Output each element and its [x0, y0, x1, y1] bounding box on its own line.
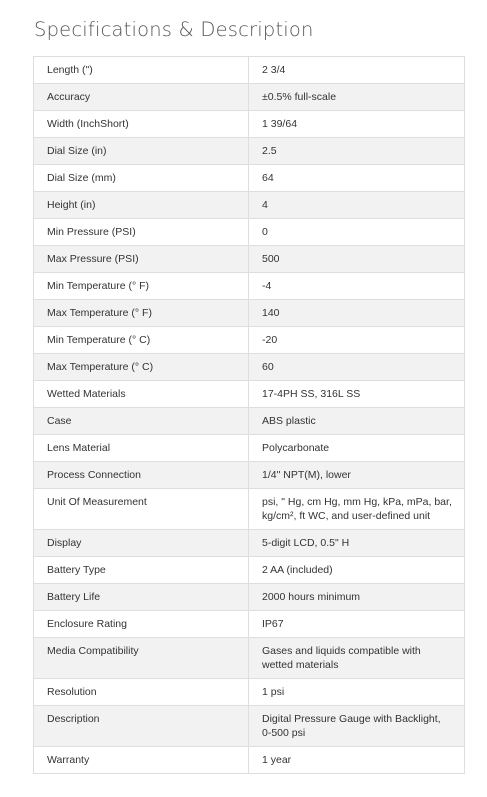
spec-value: 2 3/4 — [249, 57, 465, 84]
table-row — [34, 246, 465, 273]
spec-value: 1 psi — [249, 679, 465, 706]
spec-value: 2000 hours minimum — [249, 584, 465, 611]
spec-table — [33, 56, 465, 774]
table-row — [34, 165, 465, 192]
spec-value: -4 — [249, 273, 465, 300]
spec-label: Battery Life — [34, 584, 249, 611]
spec-value: 500 — [249, 246, 465, 273]
spec-label: Display — [34, 530, 249, 557]
spec-value: 4 — [249, 192, 465, 219]
spec-label: Min Temperature (° C) — [34, 327, 249, 354]
table-row — [34, 706, 465, 747]
table-row — [34, 462, 465, 489]
table-row — [34, 219, 465, 246]
spec-label: Battery Type — [34, 557, 249, 584]
spec-label: Max Pressure (PSI) — [34, 246, 249, 273]
spec-label: Accuracy — [34, 84, 249, 111]
spec-value: 1/4" NPT(M), lower — [249, 462, 465, 489]
spec-label: Case — [34, 408, 249, 435]
spec-value: ABS plastic — [249, 408, 465, 435]
spec-value: 5-digit LCD, 0.5" H — [249, 530, 465, 557]
spec-table-body — [34, 57, 465, 774]
spec-label: Height (in) — [34, 192, 249, 219]
table-row — [34, 584, 465, 611]
spec-label: Length (") — [34, 57, 249, 84]
table-row — [34, 638, 465, 679]
table-row — [34, 489, 465, 530]
table-row — [34, 557, 465, 584]
table-row — [34, 273, 465, 300]
spec-value: IP67 — [249, 611, 465, 638]
spec-value: Polycarbonate — [249, 435, 465, 462]
spec-label: Media Compatibility — [34, 638, 249, 679]
spec-value: 60 — [249, 354, 465, 381]
spec-value: 17-4PH SS, 316L SS — [249, 381, 465, 408]
spec-value: Digital Pressure Gauge with Backlight, 0-500 psi — [249, 706, 465, 747]
spec-label: Unit Of Measurement — [34, 489, 249, 530]
spec-label: Width (InchShort) — [34, 111, 249, 138]
spec-label: Dial Size (mm) — [34, 165, 249, 192]
table-row — [34, 327, 465, 354]
table-row — [34, 300, 465, 327]
table-row — [34, 530, 465, 557]
spec-value: 1 39/64 — [249, 111, 465, 138]
spec-label: Min Temperature (° F) — [34, 273, 249, 300]
table-row — [34, 408, 465, 435]
table-row — [34, 111, 465, 138]
table-row — [34, 679, 465, 706]
table-row — [34, 57, 465, 84]
table-row — [34, 611, 465, 638]
table-row — [34, 192, 465, 219]
spec-label: Resolution — [34, 679, 249, 706]
table-row — [34, 354, 465, 381]
spec-label: Max Temperature (° F) — [34, 300, 249, 327]
spec-value: 2 AA (included) — [249, 557, 465, 584]
table-row — [34, 84, 465, 111]
spec-value: -20 — [249, 327, 465, 354]
spec-label: Warranty — [34, 747, 249, 774]
spec-value: 2.5 — [249, 138, 465, 165]
spec-label: Description — [34, 706, 249, 747]
table-row — [34, 435, 465, 462]
spec-label: Enclosure Rating — [34, 611, 249, 638]
spec-value: 140 — [249, 300, 465, 327]
spec-label: Min Pressure (PSI) — [34, 219, 249, 246]
spec-value: 1 year — [249, 747, 465, 774]
spec-label: Dial Size (in) — [34, 138, 249, 165]
spec-value: 64 — [249, 165, 465, 192]
spec-label: Lens Material — [34, 435, 249, 462]
spec-value: 0 — [249, 219, 465, 246]
spec-label: Max Temperature (° C) — [34, 354, 249, 381]
table-row — [34, 381, 465, 408]
table-row — [34, 138, 465, 165]
spec-value: Gases and liquids compatible with wetted materials — [249, 638, 465, 679]
table-row — [34, 747, 465, 774]
spec-label: Process Connection — [34, 462, 249, 489]
spec-label: Wetted Materials — [34, 381, 249, 408]
section-title: Specifications & Description — [34, 18, 314, 41]
spec-value: ±0.5% full-scale — [249, 84, 465, 111]
spec-value: psi, " Hg, cm Hg, mm Hg, kPa, mPa, bar, kg/cm², ft WC, and user-defined unit — [249, 489, 465, 530]
